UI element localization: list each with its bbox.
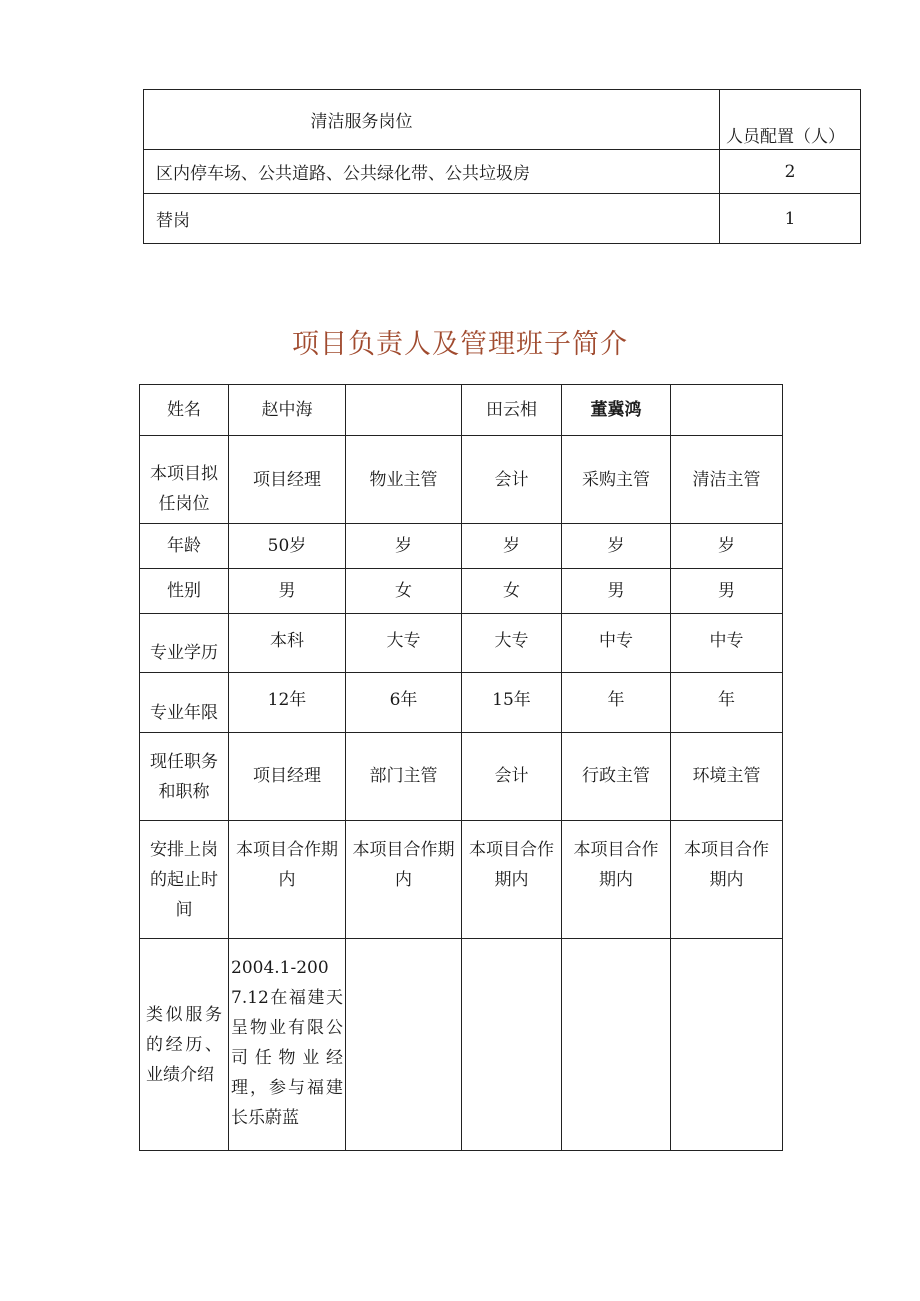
staff-row-position: 区内停车场、公共道路、公共绿化带、公共垃圾房 bbox=[144, 150, 720, 194]
cell: 本项目合作期内 bbox=[671, 821, 783, 939]
cell: 清洁主管 bbox=[671, 436, 783, 524]
cell bbox=[562, 939, 671, 1151]
team-row-age bbox=[140, 524, 783, 569]
cell bbox=[462, 939, 562, 1151]
cell: 男 bbox=[671, 569, 783, 614]
section-title: 项目负责人及管理班子简介 bbox=[292, 329, 628, 360]
staff-header-count: 人员配置（人） bbox=[720, 90, 861, 150]
team-row-years bbox=[140, 673, 783, 733]
cell: 男 bbox=[562, 569, 671, 614]
cell: 中专 bbox=[671, 614, 783, 673]
cell: 岁 bbox=[671, 524, 783, 569]
row-label: 年龄 bbox=[140, 524, 229, 569]
cell: 大专 bbox=[462, 614, 562, 673]
staff-row-position: 替岗 bbox=[144, 194, 720, 244]
row-label: 安排上岗的起止时间 bbox=[140, 821, 229, 939]
cell: 采购主管 bbox=[562, 436, 671, 524]
cell: 物业主管 bbox=[346, 436, 462, 524]
cell: 赵中海 bbox=[229, 385, 346, 436]
cell: 女 bbox=[346, 569, 462, 614]
cell: 女 bbox=[462, 569, 562, 614]
cell: 6年 bbox=[346, 673, 462, 733]
cell: 行政主管 bbox=[562, 733, 671, 821]
cell: 本项目合作期内 bbox=[562, 821, 671, 939]
cell: 大专 bbox=[346, 614, 462, 673]
cell: 年 bbox=[671, 673, 783, 733]
cell bbox=[671, 939, 783, 1151]
cell: 中专 bbox=[562, 614, 671, 673]
row-label: 姓名 bbox=[140, 385, 229, 436]
staff-row-count: 2 bbox=[720, 150, 861, 194]
team-table bbox=[139, 384, 783, 1151]
cell: 本科 bbox=[229, 614, 346, 673]
cell bbox=[671, 385, 783, 436]
cell: 田云相 bbox=[462, 385, 562, 436]
cell: 环境主管 bbox=[671, 733, 783, 821]
team-row-education bbox=[140, 614, 783, 673]
row-label: 类似服务的经历、业绩介绍 bbox=[140, 939, 229, 1151]
staff-row-count: 1 bbox=[720, 194, 861, 244]
team-row-schedule bbox=[140, 821, 783, 939]
team-row-current-title bbox=[140, 733, 783, 821]
cell: 岁 bbox=[346, 524, 462, 569]
cell: 50岁 bbox=[229, 524, 346, 569]
cell bbox=[346, 385, 462, 436]
cell: 年 bbox=[562, 673, 671, 733]
cell: 岁 bbox=[562, 524, 671, 569]
staff-header-position: 清洁服务岗位 bbox=[144, 90, 720, 150]
team-row-gender bbox=[140, 569, 783, 614]
team-row-experience bbox=[140, 939, 783, 1151]
cell: 本项目合作期内 bbox=[229, 821, 346, 939]
cell: 项目经理 bbox=[229, 436, 346, 524]
row-label: 专业年限 bbox=[140, 673, 229, 733]
cell: 男 bbox=[229, 569, 346, 614]
row-label: 专业学历 bbox=[140, 614, 229, 673]
team-row-name bbox=[140, 385, 783, 436]
row-label: 性别 bbox=[140, 569, 229, 614]
cell bbox=[346, 939, 462, 1151]
team-row-position bbox=[140, 436, 783, 524]
cell: 2004.1-2007.12在福建天呈物业有限公司任物业经理，参与福建长乐蔚蓝 bbox=[229, 939, 346, 1151]
row-label: 本项目拟任岗位 bbox=[140, 436, 229, 524]
staffing-table bbox=[143, 89, 861, 244]
cell: 岁 bbox=[462, 524, 562, 569]
cell: 本项目合作期内 bbox=[346, 821, 462, 939]
cell: 项目经理 bbox=[229, 733, 346, 821]
cell: 15年 bbox=[462, 673, 562, 733]
cell: 12年 bbox=[229, 673, 346, 733]
cell: 董冀鸿 bbox=[562, 385, 671, 436]
cell: 本项目合作期内 bbox=[462, 821, 562, 939]
cell: 会计 bbox=[462, 733, 562, 821]
cell: 会计 bbox=[462, 436, 562, 524]
cell: 部门主管 bbox=[346, 733, 462, 821]
row-label: 现任职务和职称 bbox=[140, 733, 229, 821]
